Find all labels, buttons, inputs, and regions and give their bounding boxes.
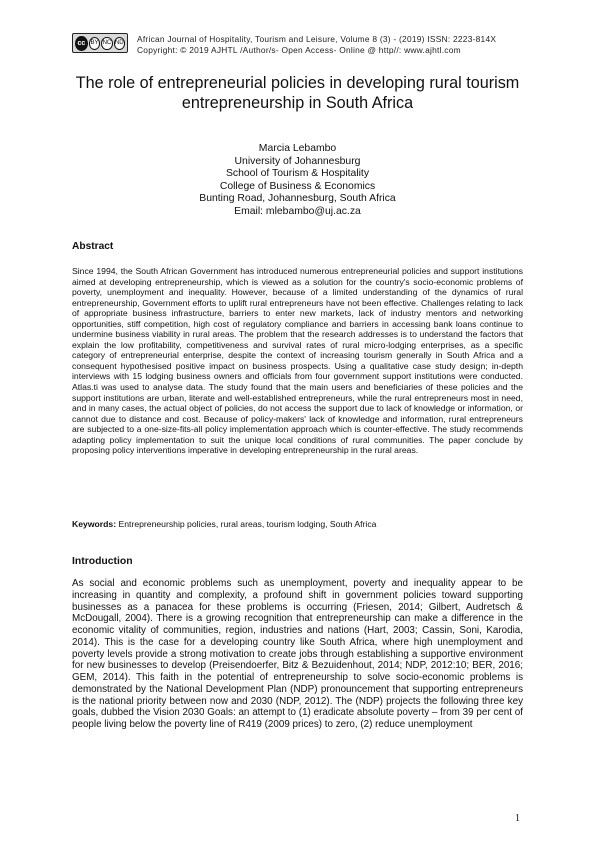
journal-line: African Journal of Hospitality, Tourism and Leisure, Volume 8 (3) - (2019) ISSN: 2223-814X	[137, 34, 497, 44]
author-address: Bunting Road, Johannesburg, South Africa	[199, 193, 396, 204]
keywords-label: Keywords:	[72, 519, 117, 529]
keywords-text: Entrepreneurship policies, rural areas, tourism lodging, South Africa	[118, 519, 377, 529]
cc-text: cc	[77, 39, 86, 47]
creative-commons-license-icon	[72, 33, 128, 53]
keywords-line	[72, 519, 523, 529]
author-name: Marcia Lebambo	[258, 143, 337, 154]
nd-icon	[114, 37, 125, 50]
author-university: University of Johannesburg	[234, 155, 361, 167]
page-number: 1	[515, 813, 520, 824]
author-school: School of Tourism & Hospitality	[225, 168, 370, 179]
paper-title: The role of entrepreneurial policies in developing rural tourism entrepreneurship in South Africa	[75, 74, 520, 112]
nc-text: NC	[102, 40, 112, 46]
nc-icon	[101, 37, 112, 50]
copyright-line: Copyright: © 2019 AJHTL /Author/s- Open Access- Online @ http//: www.ajhtl.com	[137, 44, 461, 55]
by-text: BY	[90, 40, 99, 46]
author-block	[120, 143, 475, 218]
abstract-heading: Abstract	[72, 241, 114, 252]
introduction-text: As social and economic problems such as unemployment, poverty and inequality appear to be increasing in quantity and complexity, a profound shift in government policies toward supporting businesses as a panacea for these problems is occurring (Friesen, 2014; Gilbert, Audretsch & McDougall, 2004). There is a growing recognition that entrepreneurship can make a difference in the economic vitality of communities, region, industries and nations (Hart, 2003; Cassin, Soni, Karodia, 2014). This is the case for a developing country like South Africa, where high unemployment and poverty levels provide a strong motivation to create jobs through establishing a supportive environment for new businesses to develop (Preisendoerfer, Bitz & Bezuidenhout, 2014; NDP, 2012:10; BER, 2016; GEM, 2014). This faith in the potential of entrepreneurship to solve socio-economic problems is demonstrated by the National Development Plan (NDP) pronouncement that supporting entrepreneurs is the national priority between now and 2030 (NDP, 2012). The (NDP) projects the following three key goals, dubbed the Vision 2030 Goals: an attempt to (1) eradicate absolute poverty – from 39 per cent of people living below the poverty line of R419 (2009 prices) to zero, (2) reduce unemployment	[72, 578, 523, 730]
cc-icon	[75, 36, 88, 51]
nd-text: ND	[114, 40, 124, 46]
author-email[interactable]: Email: mlebambo@uj.ac.za	[234, 205, 361, 217]
journal-header	[137, 34, 537, 55]
abstract-text: Since 1994, the South African Government has introduced numerous entrepreneurial policies and support institutions aimed at developing entrepreneurship, which is viewed as a solution for the country's socio-economic problems of poverty, unemployment and inequality. However, because of a limited understanding of the dynamics of rural entrepreneurship, Government efforts to uplift rural entrepreneurs have not been effective. Challenges relating to lack of appropriate business infrastructure, barriers to enter new markets, lack of industry mentors and networking opportunities, stiff competition, high cost of regulatory compliance and barriers in accessing bank loans continue to undermine business viability in rural areas. The problem that the research addresses is to understand the factors that explain the low profitability, competitiveness and survival rates of rural micro-lodging enterprises, as a specific category of entrepreneurial enterprise, despite the context of increasing tourism generally in South Africa and a consequent hypothesised positive impact on business prospects. Using a qualitative case study design; in-depth interviews with 15 lodging business owners and officials from four government support institutions were conducted. Atlas.ti was used to analyse data. The study found that the main users and beneficiaries of these policies and the support institutions are urban, literate and well-established entrepreneurs, while the rural entrepreneurs most in need, and in many cases, the actual object of policies, do not access the support due to lack of knowledge or information, or cannot due to distance and cost. Because of policy-makers' lack of knowledge and information, rural entrepreneurs are subjected to a one-size-fits-all policy implementation approach which is counter-effective. The study recommends adapting policy implementation to suit the unique local conditions of rural communities. The paper conclude by proposing policy interventions imperative in developing entrepreneurship in the rural areas.	[72, 266, 523, 456]
introduction-heading: Introduction	[72, 556, 133, 567]
author-college: College of Business & Economics	[219, 180, 376, 192]
by-icon	[89, 37, 100, 50]
